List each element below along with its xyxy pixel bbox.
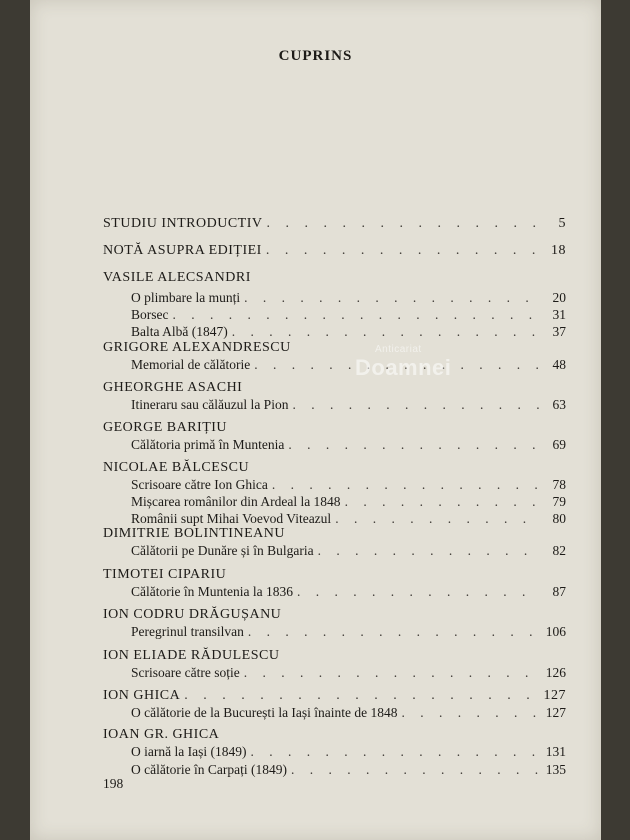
- toc-entry: [131, 307, 566, 323]
- dot-leader: [232, 324, 540, 340]
- toc-entry-page: 5: [558, 216, 566, 231]
- toc-entry-page: 135: [545, 762, 566, 777]
- toc-entry-title: NOTĂ ASUPRA EDIȚIEI: [103, 243, 262, 258]
- dot-leader: [345, 494, 540, 510]
- toc-entry-title: Scrisoare către Ion Ghica: [131, 477, 268, 492]
- toc-entry-page: 127: [545, 705, 566, 720]
- toc-entry-page: 106: [545, 624, 566, 639]
- dot-leader: [291, 762, 540, 778]
- dot-leader: [184, 688, 539, 704]
- toc-entry-title: Peregrinul transilvan: [131, 624, 244, 639]
- toc-entry-page: 31: [552, 307, 566, 322]
- toc-entry-page: 37: [552, 324, 566, 339]
- toc-entry-title: ION GHICA: [103, 688, 181, 703]
- toc-author: ION CODRU DRĂGUȘANU: [103, 607, 282, 622]
- dot-leader: [335, 511, 540, 527]
- toc-entry: [103, 216, 566, 232]
- watermark-small-text: Anticariat: [375, 344, 422, 355]
- toc-entry-title: Călătorii pe Dunăre și în Bulgaria: [131, 543, 314, 558]
- toc-author: IOAN GR. GHICA: [103, 727, 220, 742]
- toc-entry-page: 69: [552, 437, 566, 452]
- dot-leader: [297, 584, 540, 600]
- toc-entry: [131, 397, 566, 413]
- dot-leader: [250, 744, 540, 760]
- watermark-logo: [355, 344, 452, 381]
- toc-entry: [131, 477, 566, 493]
- toc-author: ION ELIADE RĂDULESCU: [103, 648, 280, 663]
- toc-author: VASILE ALECSANDRI: [103, 270, 251, 285]
- toc-entry-title: O călătorie de la București la Iași înainte de 1848: [131, 705, 398, 720]
- dot-leader: [272, 477, 540, 493]
- toc-entry-page: 80: [552, 511, 566, 526]
- book-page: [30, 0, 601, 840]
- dot-leader: [244, 290, 540, 306]
- dot-leader: [244, 665, 540, 681]
- toc-entry-title: Călătoria primă în Muntenia: [131, 437, 285, 452]
- toc-entry-page: 63: [552, 397, 566, 412]
- toc-entry: [131, 357, 566, 373]
- toc-entry: [131, 437, 566, 453]
- toc-entry: [131, 494, 566, 510]
- toc-entry-page: 131: [545, 744, 566, 759]
- toc-author-entry: [103, 688, 566, 704]
- page-title: CUPRINS: [278, 48, 353, 64]
- toc-entry-title: O călătorie în Carpați (1849): [131, 762, 287, 777]
- dot-leader: [318, 543, 540, 559]
- toc-entry-page: 87: [552, 584, 566, 599]
- toc-entry: [131, 665, 566, 681]
- table-of-contents: [30, 0, 601, 840]
- toc-entry: [131, 324, 566, 340]
- dot-leader: [266, 243, 540, 259]
- dot-leader: [248, 624, 540, 640]
- toc-entry-title: Memorial de călătorie: [131, 357, 251, 372]
- watermark-text: Doamnei: [355, 355, 452, 380]
- toc-entry-page: 126: [545, 665, 566, 680]
- toc-entry-title: Românii supt Mihai Voevod Viteazul: [131, 511, 332, 526]
- toc-author: NICOLAE BĂLCESCU: [103, 460, 250, 475]
- toc-entry-page: 18: [551, 243, 566, 258]
- toc-entry-title: Borsec: [131, 307, 169, 322]
- dot-leader: [173, 307, 541, 323]
- toc-entry: [131, 762, 566, 778]
- toc-entry-title: Itineraru sau călăuzul la Pion: [131, 397, 289, 412]
- toc-entry-page: 127: [543, 688, 566, 703]
- toc-entry-title: Călătorie în Muntenia la 1836: [131, 584, 293, 599]
- toc-author: GHEORGHE ASACHI: [103, 380, 243, 395]
- toc-entry: [131, 705, 566, 721]
- toc-author: GRIGORE ALEXANDRESCU: [103, 340, 291, 355]
- dot-leader: [402, 705, 540, 721]
- toc-entry-title: Balta Albă (1847): [131, 324, 228, 339]
- toc-entry-page: 20: [552, 290, 566, 305]
- toc-entry-title: Mișcarea românilor din Ardeal la 1848: [131, 494, 341, 509]
- dot-leader: [267, 216, 541, 232]
- toc-author: DIMITRIE BOLINTINEANU: [103, 526, 285, 541]
- toc-entry-page: 82: [552, 543, 566, 558]
- toc-entry: [131, 624, 566, 640]
- toc-entry-page: 78: [552, 477, 566, 492]
- toc-entry-title: O iarnă la Iași (1849): [131, 744, 247, 759]
- toc-entry-title: STUDIU INTRODUCTIV: [103, 216, 263, 231]
- toc-entry: [131, 511, 566, 527]
- toc-entry: [131, 543, 566, 559]
- page-number: 198: [103, 776, 124, 791]
- toc-author: TIMOTEI CIPARIU: [103, 567, 227, 582]
- toc-entry: [131, 584, 566, 600]
- dot-leader: [292, 397, 540, 413]
- toc-entry: [131, 744, 566, 760]
- toc-entry: [131, 290, 566, 306]
- toc-entry-page: 48: [552, 357, 566, 372]
- toc-entry: [103, 243, 566, 259]
- toc-author: GEORGE BARIȚIU: [103, 420, 228, 435]
- toc-entry-title: O plimbare la munți: [131, 290, 241, 305]
- dot-leader: [288, 437, 540, 453]
- toc-entry-title: Scrisoare către soție: [131, 665, 240, 680]
- toc-entry-page: 79: [552, 494, 566, 509]
